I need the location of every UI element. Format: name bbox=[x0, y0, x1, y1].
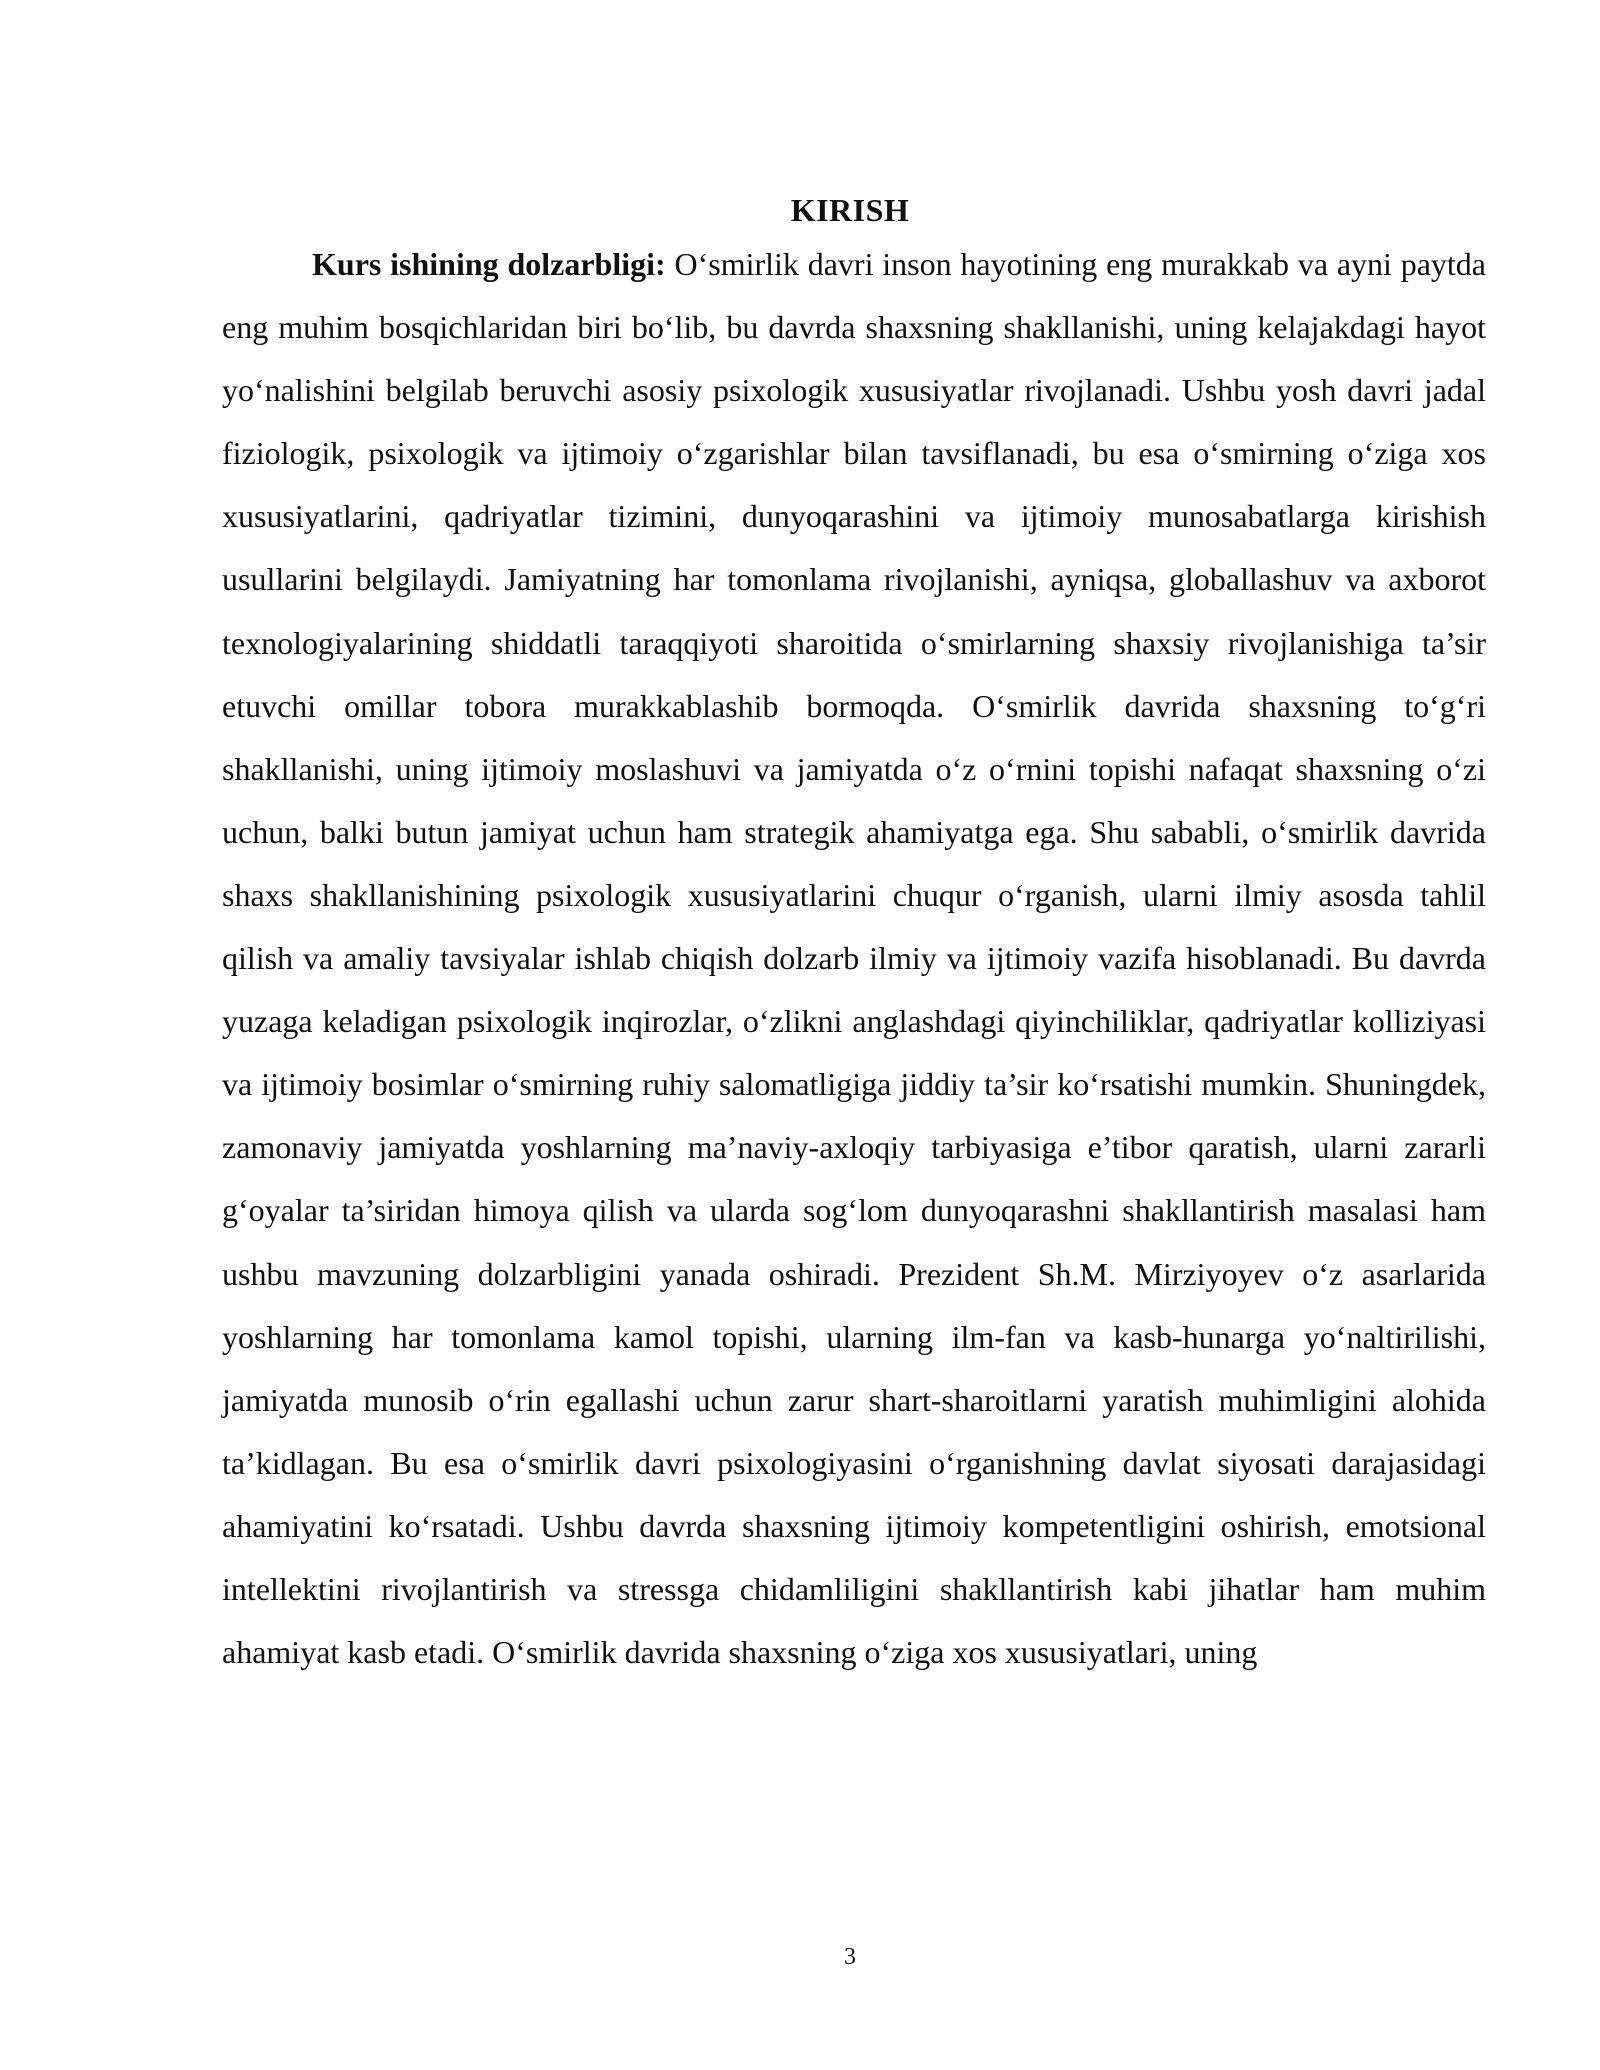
paragraph-text: O‘smirlik davri inson hayotining eng murakkab va ayni paytda eng muhim bosqichlaridan biri bo‘lib, bu davrda shaxsning shakllanishi, uning kelajakdagi hayot yo‘nalishini belgilab beruvchi asosiy psixologik xususiyatlar rivojlanadi. Ushbu yosh davri jadal fiziologik, psixologik va ijtimoiy o‘zgarishlar bilan tavsiflanadi, bu esa o‘smirning o‘ziga xos xususiyatlarini, qadriyatlar tizimini, dunyoqarashini va ijtimoiy munosabatlarga kirishish usullarini belgilaydi. Jamiyatning har tomonlama rivojlanishi, ayniqsa, globallashuv va axborot texnologiyalarining shiddatli taraqqiyoti sharoitida o‘smirlarning shaxsiy rivojlanishiga ta’sir etuvchi omillar tobora murakkablashib bormoqda. O‘smirlik davrida shaxsning to‘g‘ri shakllanishi, uning ijtimoiy moslashuvi va jamiyatda o‘z o‘rnini topishi nafaqat shaxsning o‘zi uchun, balki butun jamiyat uchun ham strategik ahamiyatga ega. Shu sababli, o‘smirlik davrida shaxs shakllanishining psixologik xususiyatlarini chuqur o‘rganish, ularni ilmiy asosda tahlil qilish va amaliy tavsiyalar ishlab chiqish dolzarb ilmiy va ijtimoiy vazifa hisoblanadi. Bu davrda yuzaga keladigan psixologik inqirozlar, o‘zlikni anglashdagi qiyinchiliklar, qadriyatlar kolliziyasi va ijtimoiy bosimlar o‘smirning ruhiy salomatligiga jiddiy ta’sir ko‘rsatishi mumkin. Shuningdek, zamonaviy jamiyatda yoshlarning ma’naviy-axloqiy tarbiyasiga e’tibor qaratish, ularni zararli g‘oyalar ta’siridan himoya qilish va ularda sog‘lom dunyoqarashni shakllantirish masalasi ham ushbu mavzuning dolzarbligini yanada oshiradi. Prezident Sh.M. Mirziyoyev o‘z asarlarida yoshlarning har tomonlama kamol topishi, ularning ilm-fan va kasb-hunarga yo‘naltirilishi, jamiyatda munosib o‘rin egallashi uchun zarur shart-sharoitlarni yaratish muhimligini alohida ta’kidlagan. Bu esa o‘smirlik davri psixologiyasini o‘rganishning davlat siyosati darajasidagi ahamiyatini ko‘rsatadi. Ushbu davrda shaxsning ijtimoiy kompetentligini oshirish, emotsional intellektini rivojlantirish va stressga chidamliligini shakllantirish kabi jihatlar ham muhim ahamiyat kasb etadi. O‘smirlik davrida shaxsning o‘ziga xos xususiyatlari, uning bbox=[222, 246, 1486, 1671]
section-title: KIRISH bbox=[790, 192, 910, 228]
body-paragraph bbox=[222, 233, 1486, 1684]
lead-label: Kurs ishining dolzarbligi: bbox=[312, 246, 666, 282]
page-number: 3 bbox=[844, 1944, 856, 1970]
